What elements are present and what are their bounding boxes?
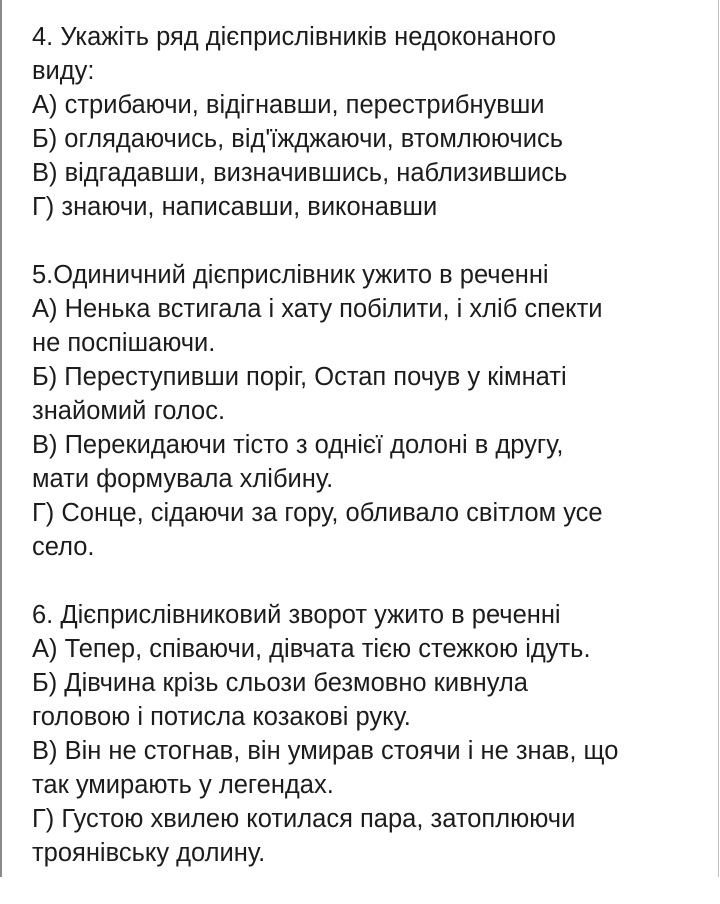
question-6-text: 6. Дієприслівниковий зворот ужито в реченні — [32, 601, 561, 629]
question-6-option-c: В) Він не стогнав, він умирав стоячи і не знав, що — [32, 737, 619, 765]
question-5-text: 5.Одиничний дієприслівник ужито в реченні — [32, 261, 549, 289]
question-5 — [32, 258, 702, 564]
question-5-option-a-continued: не поспішаючи. — [32, 329, 216, 357]
question-6-option-a: А) Тепер, співаючи, дівчата тією стежкою ідуть. — [32, 635, 591, 663]
question-6-option-b-continued: головою і потисла козакові руку. — [32, 703, 411, 731]
question-5-option-d-continued: село. — [32, 533, 95, 561]
question-4-text-continued: виду: — [32, 57, 95, 85]
question-5-option-a: А) Ненька встигала і хату побілити, і хліб спекти — [32, 295, 603, 323]
question-4-option-a: А) стрибаючи, відігнавши, перестрибнувши — [32, 91, 545, 119]
question-4-option-d: Г) знаючи, написавши, виконавши — [32, 193, 438, 221]
question-4-text: 4. Укажіть ряд дієприслівників недоконаного — [32, 23, 556, 51]
question-6 — [32, 598, 702, 870]
question-6-option-d: Г) Густою хвилею котилася пара, затоплюючи — [32, 805, 576, 833]
question-4-option-b: Б) оглядаючись, від'їжджаючи, втомлюючись — [32, 125, 563, 153]
question-5-option-d: Г) Сонце, сідаючи за гору, обливало світлом усе — [32, 499, 603, 527]
question-4-option-c: В) відгадавши, визначившись, наблизившись — [32, 159, 568, 187]
question-5-option-c: В) Перекидаючи тісто з однієї долоні в другу, — [32, 431, 564, 459]
question-5-option-c-continued: мати формувала хлібину. — [32, 465, 334, 493]
question-5-option-b: Б) Переступивши поріг, Остап почув у кімнаті — [32, 363, 567, 391]
question-6-option-c-continued: так умирають у легендах. — [32, 771, 334, 799]
question-5-option-b-continued: знайомий голос. — [32, 397, 226, 425]
question-6-option-d-continued: троянівську долину. — [32, 839, 266, 867]
question-6-option-b: Б) Дівчина крізь сльози безмовно кивнула — [32, 669, 528, 697]
document-body — [32, 20, 702, 904]
question-4 — [32, 20, 702, 224]
